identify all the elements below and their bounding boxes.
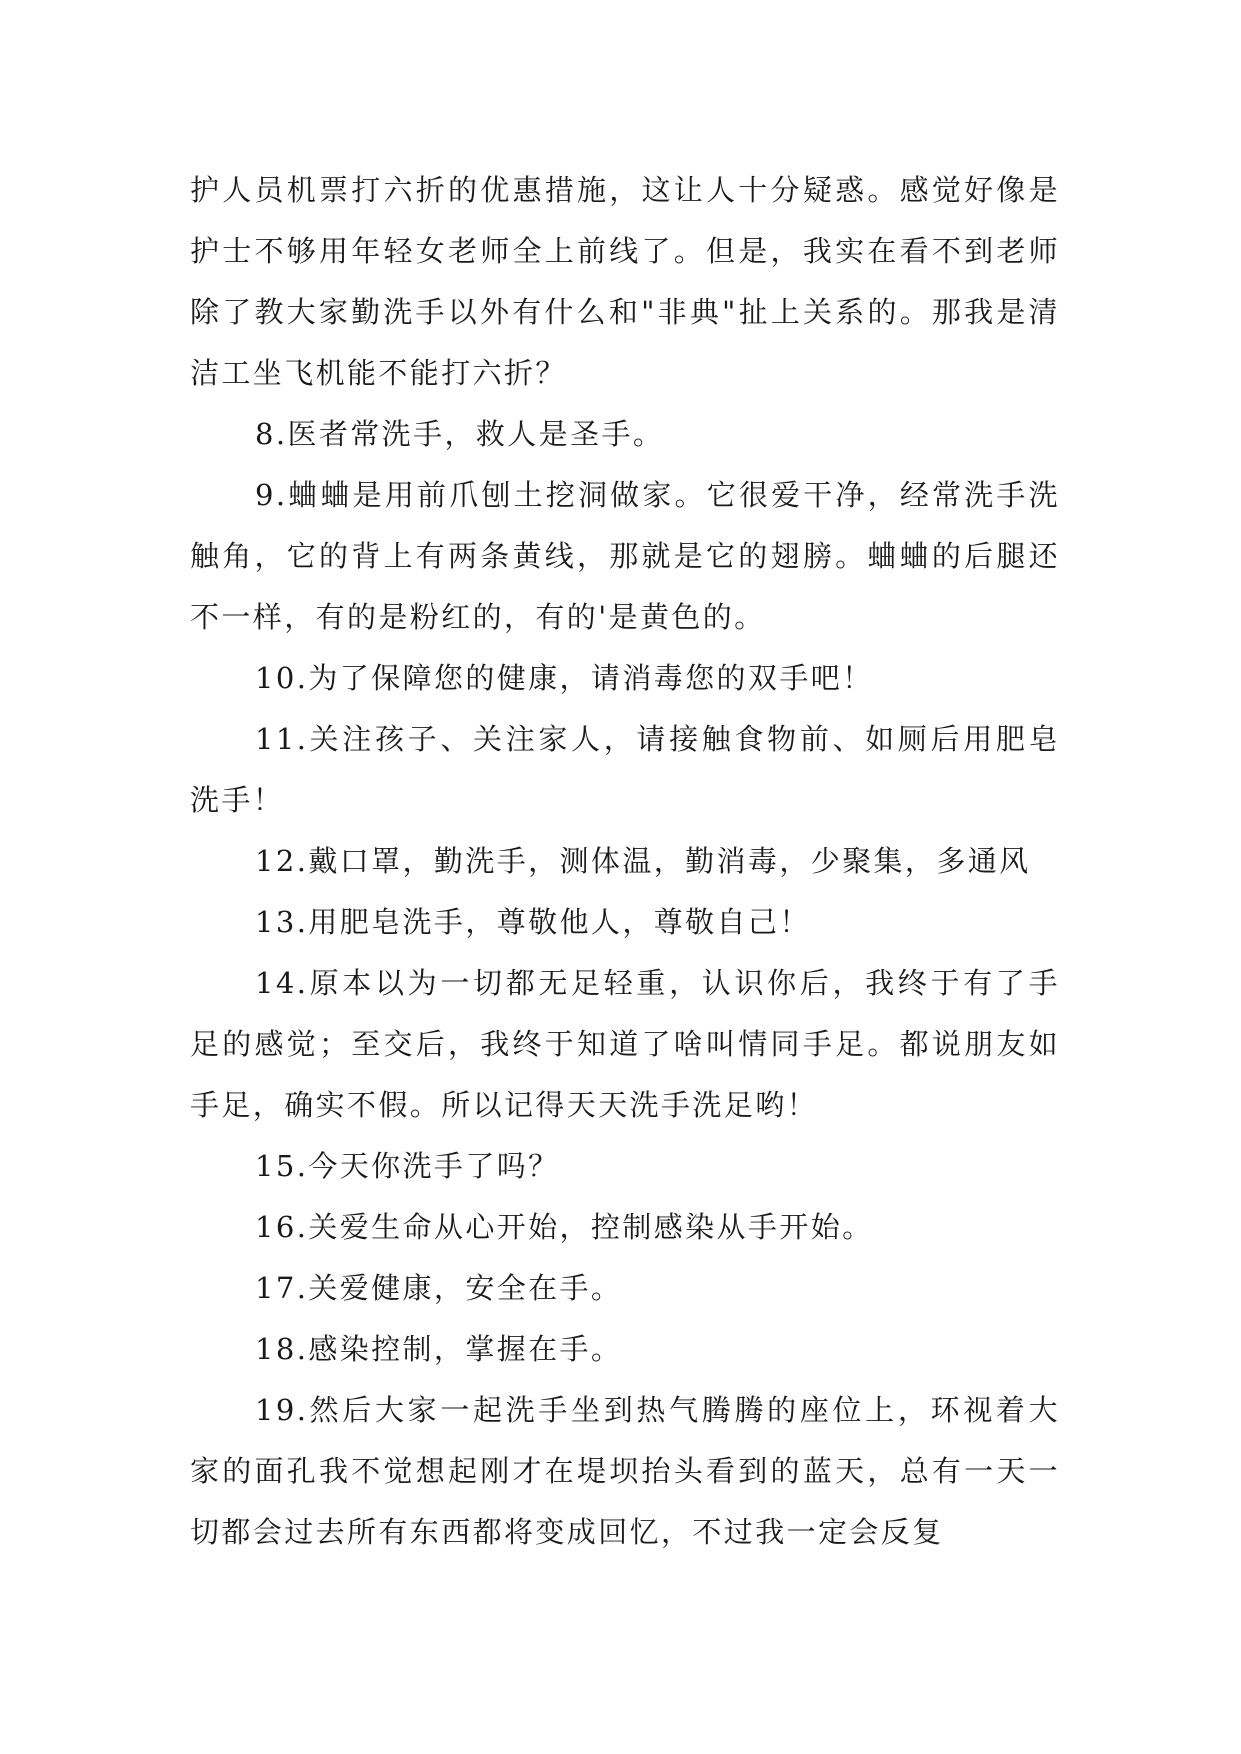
paragraph-item-17: 17.关爱健康，安全在手。 [255,1271,623,1305]
paragraph-item-8: 8.医者常洗手，救人是圣手。 [255,417,665,451]
paragraph-item-9: 9.蛐蛐是用前爪刨土挖洞做家。它很爱干净，经常洗手洗触角，它的背上有两条黄线，那就是它的翅膀。蛐蛐的后腿还不一样，有的是粉红的，有的'是黄色的。 [190,478,1060,634]
paragraph-item-14: 14.原本以为一切都无足轻重，认识你后，我终于有了手足的感觉；至交后，我终于知道了啥叫情同手足。都说朋友如手足，确实不假。所以记得天天洗手洗足哟！ [190,966,1060,1122]
paragraph-item-11: 11.关注孩子、关注家人，请接触食物前、如厕后用肥皂洗手！ [190,722,1060,817]
paragraph-item-13: 13.用肥皂洗手，尊敬他人，尊敬自己！ [255,905,811,939]
paragraph-item-12: 12.戴口罩，勤洗手，测体温，勤消毒，少聚集，多通风 [255,844,1031,878]
paragraph-item-16: 16.关爱生命从心开始，控制感染从手开始。 [255,1210,874,1244]
paragraph-item-10: 10.为了保障您的健康，请消毒您的双手吧！ [255,661,874,695]
paragraph-continuation: 护人员机票打六折的优惠措施，这让人十分疑惑。感觉好像是护士不够用年轻女老师全上前线了。但是，我实在看不到老师除了教大家勤洗手以外有什么和"非典"扯上关系的。那我是清洁工坐飞机能不能打六折？ [190,173,1060,390]
document-page [190,160,1060,1563]
paragraph-item-15: 15.今天你洗手了吗？ [255,1149,560,1183]
paragraph-item-19: 19.然后大家一起洗手坐到热气腾腾的座位上，环视着大家的面孔我不觉想起刚才在堤坝抬头看到的蓝天，总有一天一切都会过去所有东西都将变成回忆，不过我一定会反复 [190,1393,1060,1549]
paragraph-item-18: 18.感染控制，掌握在手。 [255,1332,623,1366]
